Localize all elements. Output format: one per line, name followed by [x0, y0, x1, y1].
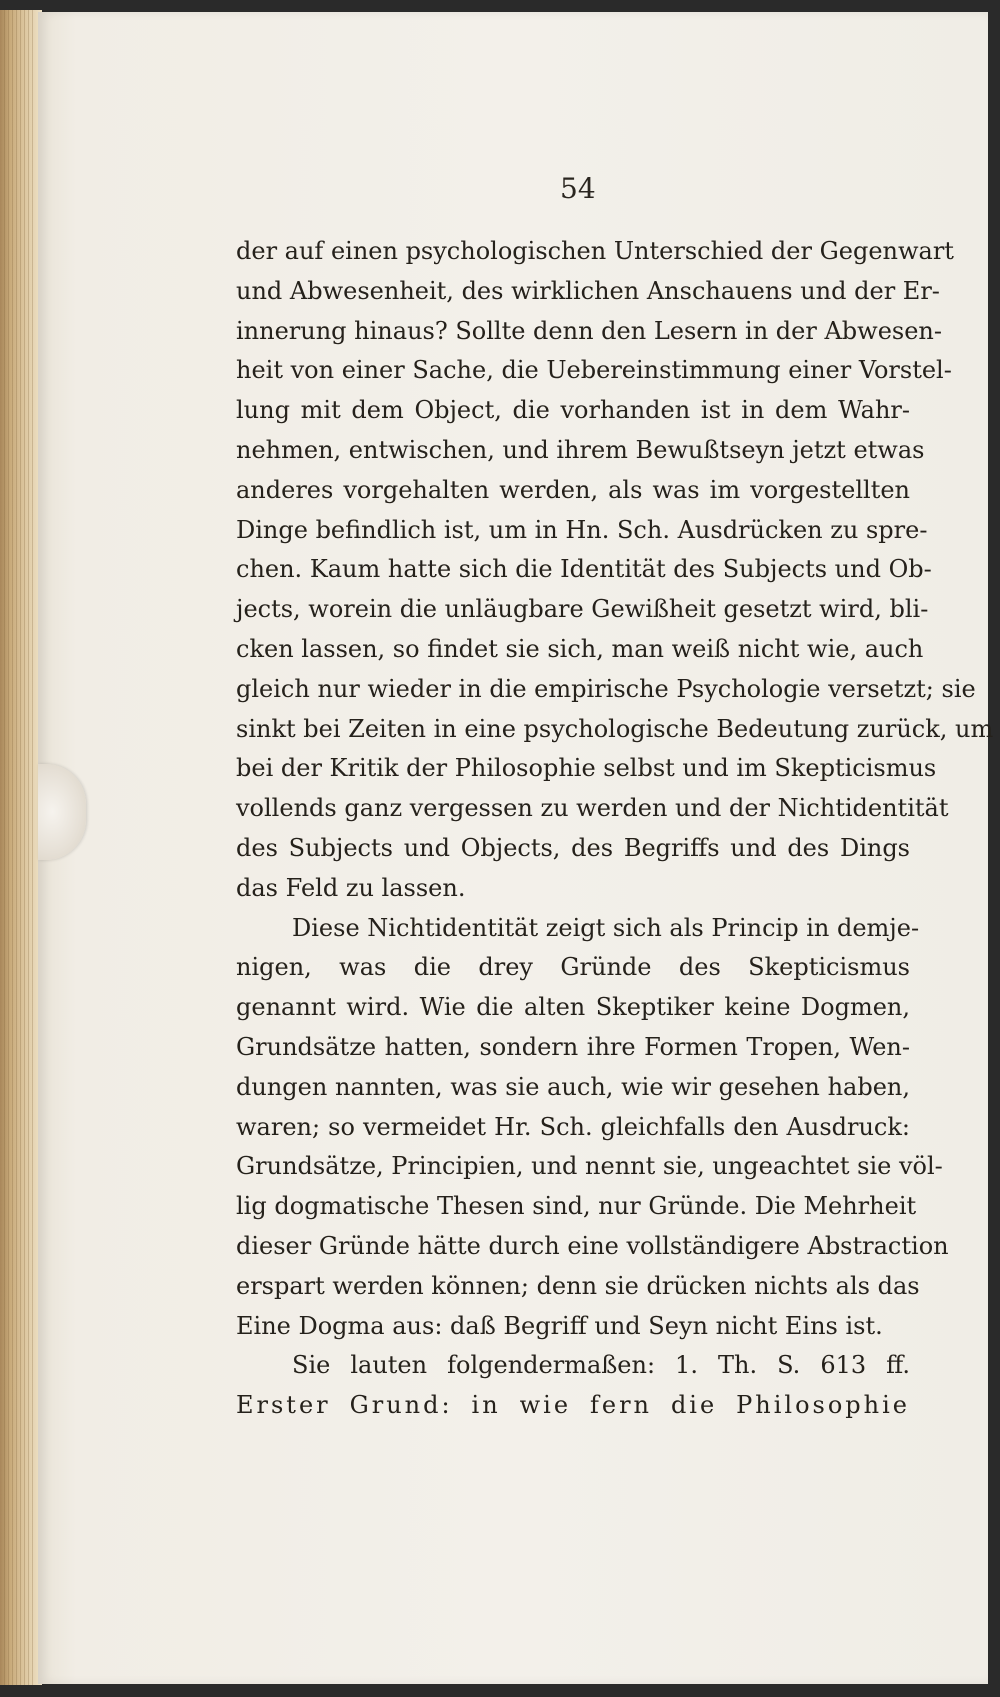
text-line: bei der Kritik der Philosophie selbst und im Skepticismus: [236, 754, 937, 783]
text-line: chen. Kaum hatte sich die Identität des Subjects und Ob-: [236, 555, 932, 584]
text-line: lig dogmatische Thesen sind, nur Gründe. Die Mehrheit: [236, 1192, 917, 1221]
text-line: vollends ganz vergessen zu werden und der Nichtidentität: [236, 794, 949, 823]
paragraph-start-line: Sie lauten folgendermaßen: 1. Th. S. 613 ff.: [292, 1351, 910, 1380]
text-line: cken lassen, so findet sie sich, man weiß nicht wie, auch: [236, 634, 924, 663]
text-line: anderes vorgehalten werden, als was im vorgestellten: [236, 475, 910, 504]
text-line: Grundsätze, Principien, und nennt sie, ungeachtet sie völ-: [236, 1152, 943, 1181]
text-line: heit von einer Sache, die Uebereinstimmung einer Vorstel-: [236, 356, 952, 385]
paragraph-start-line: Diese Nichtidentität zeigt sich als Princip in demje-: [292, 913, 920, 942]
text-line: genannt wird. Wie die alten Skeptiker keine Dogmen,: [236, 993, 910, 1022]
paragraph-end-line: Eine Dogma aus: daß Begriff und Seyn nicht Eins ist.: [236, 1311, 883, 1340]
page-number: 54: [560, 172, 596, 205]
text-line: nehmen, entwischen, und ihrem Bewußtseyn jetzt etwas: [236, 435, 925, 464]
paragraph-end-line: das Feld zu lassen.: [236, 873, 466, 902]
text-line: Grundsätze hatten, sondern ihre Formen Tropen, Wen-: [236, 1032, 910, 1061]
text-line: innerung hinaus? Sollte denn den Lesern in der Abwesen-: [236, 316, 942, 345]
text-line: und Abwesenheit, des wirklichen Anschauens und der Er-: [236, 276, 940, 305]
text-line: Erster Grund: in wie fern die Philosophie: [236, 1391, 910, 1420]
text-line: des Subjects und Objects, des Begriffs und des Dings: [236, 833, 910, 862]
text-line: gleich nur wieder in die empirische Psychologie versetzt; sie: [236, 674, 976, 703]
text-line: sinkt bei Zeiten in eine psychologische Bedeutung zurück, um: [236, 714, 994, 743]
binding-clip-mark: [38, 764, 86, 860]
body-text: [236, 232, 994, 1426]
text-line: waren; so vermeidet Hr. Sch. gleichfalls den Ausdruck:: [236, 1112, 910, 1141]
text-line: dungen nannten, was sie auch, wie wir gesehen haben,: [236, 1072, 910, 1101]
text-line: lung mit dem Object, die vorhanden ist in dem Wahr-: [236, 396, 910, 425]
text-line: der auf einen psychologischen Unterschied der Gegenwart: [236, 237, 954, 265]
text-line: erspart werden können; denn sie drücken nichts als das: [236, 1271, 920, 1300]
text-line: nigen, was die drey Gründe des Skepticismus: [236, 953, 910, 982]
text-line: Dinge befindlich ist, um in Hn. Sch. Ausdrücken zu spre-: [236, 515, 928, 544]
page-stack-lines: [4, 10, 34, 1685]
text-line: dieser Gründe hätte durch eine vollständigere Abstraction: [236, 1231, 949, 1260]
text-line: jects, worein die unläugbare Gewißheit gesetzt wird, bli-: [236, 595, 929, 624]
